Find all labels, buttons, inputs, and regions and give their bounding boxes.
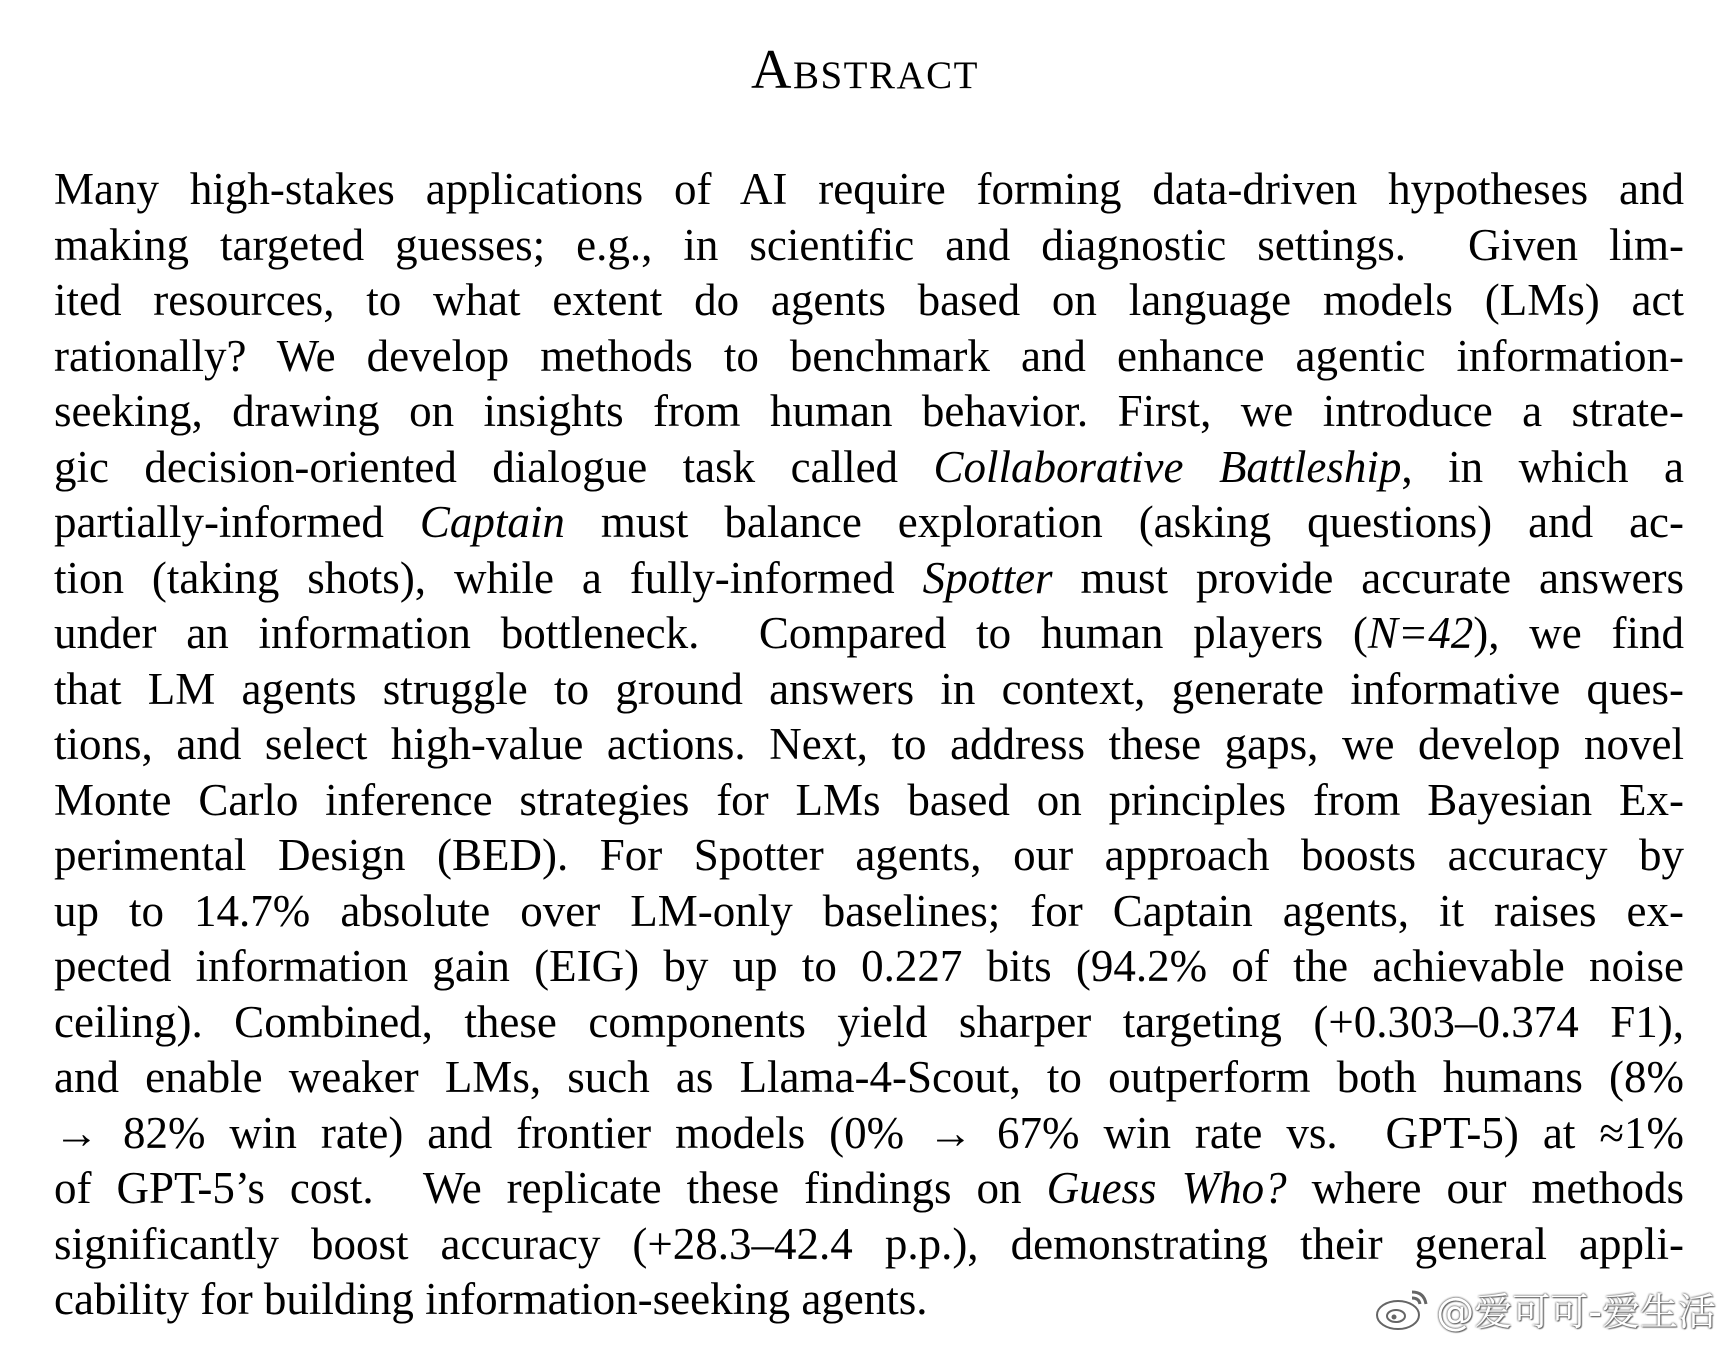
text-segment: Monte Carlo inference strategies for LMs based on principles from Bayesian Ex- <box>54 774 1684 825</box>
text-segment: rationally? We develop methods to benchmark and enhance agentic information- <box>54 330 1684 381</box>
abstract-line <box>54 828 1684 884</box>
text-segment: ), we find <box>1473 608 1685 658</box>
text-segment: pected information gain (EIG) by up to 0.227 bits (94.2% of the achievable noise <box>54 941 1684 991</box>
text-segment: tions, and select high-value actions. Next, to address these gaps, we develop novel <box>54 719 1684 769</box>
text-segment: under an information bottleneck. Compared to human players ( <box>54 608 1368 658</box>
text-segment: partially-informed <box>54 497 420 547</box>
text-segment: and enable weaker LMs, such as Llama-4-Scout, to outperform both humans (8% <box>54 1052 1684 1102</box>
abstract-line <box>54 773 1684 829</box>
abstract-line <box>54 1106 1684 1162</box>
abstract-line <box>54 218 1684 274</box>
emphasized-text: Collaborative Battleship <box>933 441 1402 492</box>
text-segment: tion (taking shots), while a fully-informed <box>54 552 923 603</box>
text-segment: that LM agents struggle to ground answers in context, generate informative ques- <box>54 663 1684 714</box>
text-segment: perimental Design (BED). For Spotter agents, our approach boosts accuracy by <box>54 830 1684 880</box>
abstract-body <box>54 162 1684 1328</box>
text-segment: → 82% win rate) and frontier models (0% → 67% win rate vs. GPT-5) at ≈1% <box>54 1107 1684 1158</box>
text-segment: ited resources, to what extent do agents based on language models (LMs) act <box>54 275 1684 325</box>
text-segment: Many high-stakes applications of AI require forming data-driven hypotheses and <box>54 164 1684 214</box>
abstract-line <box>54 440 1684 496</box>
watermark <box>1374 1281 1716 1336</box>
text-segment: significantly boost accuracy (+28.3–42.4 p.p.), demonstrating their general appli- <box>54 1218 1684 1269</box>
text-segment: seeking, drawing on insights from human behavior. First, we introduce a strate- <box>54 386 1684 436</box>
text-segment: of GPT-5’s cost. We replicate these findings on <box>54 1163 1047 1213</box>
text-segment: up to 14.7% absolute over LM-only baselines; for Captain agents, it raises ex- <box>54 885 1684 936</box>
text-segment: must balance exploration (asking questions) and ac- <box>564 497 1685 547</box>
abstract-line <box>54 1217 1684 1273</box>
abstract-line <box>54 995 1684 1051</box>
emphasized-text: Spotter <box>922 552 1053 603</box>
abstract-line <box>54 162 1684 218</box>
weibo-logo-icon <box>1374 1286 1430 1332</box>
abstract-line <box>54 884 1684 940</box>
abstract-heading: Abstract <box>751 39 979 101</box>
text-segment: ceiling). Combined, these components yield sharper targeting (+0.303–0.374 F1), <box>54 996 1684 1047</box>
abstract-line <box>54 495 1684 551</box>
abstract-line <box>54 939 1684 995</box>
text-segment: , in which a <box>1401 441 1684 492</box>
abstract-line <box>54 717 1684 773</box>
abstract-line <box>54 384 1684 440</box>
abstract-line <box>54 273 1684 329</box>
text-segment: making targeted guesses; e.g., in scientific and diagnostic settings. Given lim- <box>54 219 1684 270</box>
text-segment: where our methods <box>1286 1163 1685 1213</box>
abstract-line <box>54 606 1684 662</box>
emphasized-text: N=42 <box>1367 608 1474 658</box>
text-segment: must provide accurate answers <box>1052 552 1684 603</box>
abstract-line <box>54 329 1684 385</box>
abstract-line <box>54 1161 1684 1217</box>
abstract-line <box>54 551 1684 607</box>
watermark-text: @爱可可-爱生活 <box>1436 1290 1716 1334</box>
text-segment: gic decision-oriented dialogue task called <box>54 441 934 492</box>
abstract-line <box>54 662 1684 718</box>
abstract-line <box>54 1050 1684 1106</box>
emphasized-text: Captain <box>419 497 565 547</box>
text-segment: cability for building information-seeking agents. <box>54 1274 928 1324</box>
emphasized-text: Guess Who? <box>1046 1163 1287 1213</box>
